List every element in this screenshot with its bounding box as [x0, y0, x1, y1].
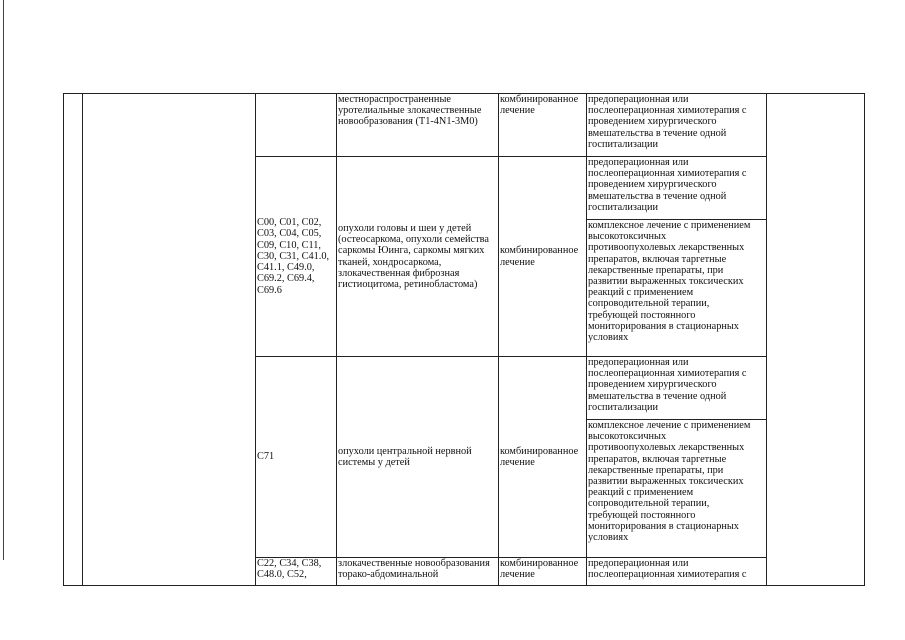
- norm-cell: [767, 94, 865, 586]
- treatment-type-cell: комбинированное лечение: [499, 558, 587, 586]
- icd-codes-cell: C00, C01, C02, C03, C04, C05, C09, C10, C11, C30, C31, C41.0, C41.1, C49.0, C69.2, C69.4, C69.6: [256, 157, 337, 357]
- diagnosis-cell: местнораспространенные уротелиальные злокачественные новообразования (T1-4N1-3M0): [337, 94, 499, 157]
- treatment-type-cell: комбинированное лечение: [499, 94, 587, 157]
- icd-codes-cell: C71: [256, 357, 337, 558]
- icd-codes-cell: [256, 94, 337, 157]
- treatment-method-cell: предоперационная или послеоперационная химиотерапия с проведением хирургического вмешательства в течение одной госпитализации: [587, 94, 767, 157]
- diagnosis-cell: опухоли центральной нервной системы у детей: [337, 357, 499, 558]
- page-edge-line: [3, 0, 4, 560]
- diagnosis-cell: опухоли головы и шеи у детей (остеосаркома, опухоли семейства саркомы Юинга, саркомы мягких тканей, хондросаркома, злокачественная фиброзная гистиоцитома, ретинобластома): [337, 157, 499, 357]
- treatment-method-cell: комплексное лечение с применением высокотоксичных противоопухолевых лекарственных препаратов, включая таргетные лекарственные препараты, при развитии выраженных токсических реакций с применением сопроводительной терапии, требующей постоянного мониторирования в стационарных условиях: [587, 420, 767, 558]
- treatment-method-cell: предоперационная или послеоперационная химиотерапия с проведением хирургического вмешательства в течение одной госпитализации: [587, 357, 767, 420]
- treatment-table: [63, 93, 865, 586]
- treatment-method-cell: предоперационная или послеоперационная химиотерапия с: [587, 558, 767, 586]
- treatment-method-cell: комплексное лечение с применением высокотоксичных противоопухолевых лекарственных препаратов, включая таргетные лекарственные препараты, при развитии выраженных токсических реакций с применением сопроводительной терапии, требующей постоянного мониторирования в стационарных условиях: [587, 220, 767, 357]
- icd-codes-cell: C22, C34, C38, C48.0, C52,: [256, 558, 337, 586]
- row-number-cell: [64, 94, 83, 586]
- table-row: [64, 94, 865, 157]
- treatment-method-cell: предоперационная или послеоперационная химиотерапия с проведением хирургического вмешательства в течение одной госпитализации: [587, 157, 767, 220]
- treatment-type-cell: комбинированное лечение: [499, 157, 587, 357]
- diagnosis-cell: злокачественные новообразования торако-абдоминальной: [337, 558, 499, 586]
- treatment-type-cell: комбинированное лечение: [499, 357, 587, 558]
- care-type-cell: [83, 94, 256, 586]
